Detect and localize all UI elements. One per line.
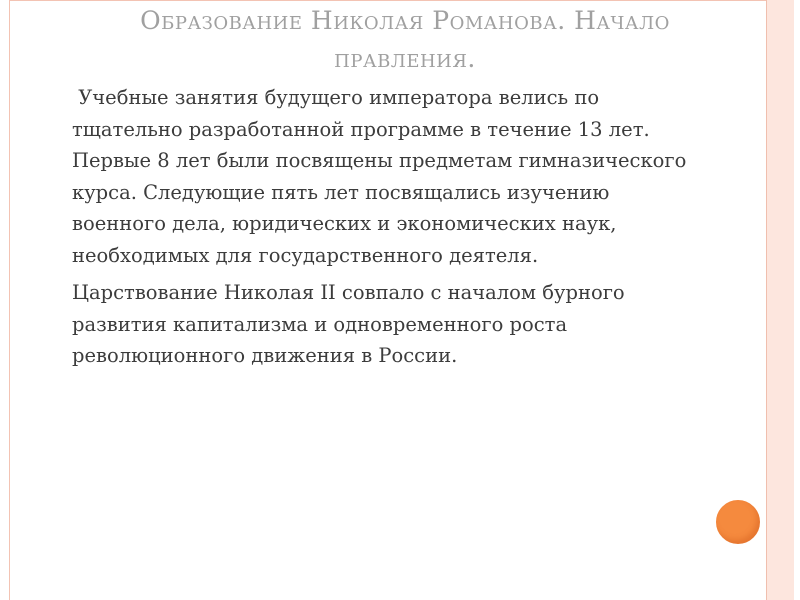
bullet-list: [44, 82, 694, 378]
bullet-text: Царствование Николая II совпало с началом бурного развития капитализма и одновременного роста революционного движения в России.: [72, 281, 631, 367]
right-divider-line: [766, 0, 767, 600]
bullet-item: [44, 277, 694, 372]
bullet-item: [44, 82, 694, 271]
decorative-circle-icon: [714, 498, 762, 546]
bullet-text: Учебные занятия будущего императора велись по тщательно разработанной программе в течение 13 лет. Первые 8 лет были посвящены предметам гимназического курса. Следующие пять лет посвящались изучению военного дела, юридических и экономических наук, необходимых для государственного деятеля.: [72, 86, 693, 267]
title-line-2: правления.: [334, 44, 476, 73]
slide-title: [60, 2, 750, 78]
title-line-1: Образование Николая Романова. Начало: [140, 6, 670, 35]
right-decorative-band: [766, 0, 794, 600]
